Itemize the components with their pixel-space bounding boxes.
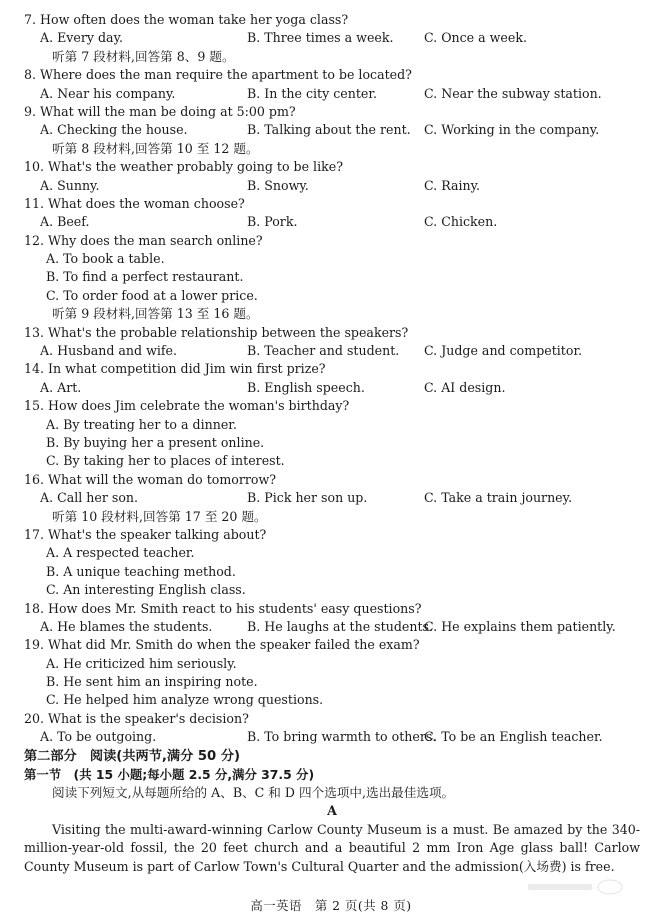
listening-instruction-9: 听第 9 段材料,回答第 13 至 16 题。 [52,306,259,322]
option-a: A. He criticized him seriously. [46,655,237,671]
question-13: 13. What's the probable relationship between the speakers? [24,324,409,340]
option-a: A. Call her son. [40,490,139,506]
option-b: B. In the city center. [247,85,378,101]
question-19: 19. What did Mr. Smith do when the speaker failed the exam? [24,637,420,653]
option-b: B. Talking about the rent. [247,122,411,138]
option-a: A. Beef. [40,214,90,230]
option-b: B. Three times a week. [247,30,394,46]
passage-paragraph: Visiting the multi-award-winning Carlow County Museum is a must. Be amazed by the 340-million-year-old fossil, the 20 feet church and a beautiful 2 mm Iron Age glass ball! Carlow County Museum is part of Carlow Town's Cultural Quarter and the admission(入场费) is free. [24,821,640,874]
question-7: 7. How often does the woman take her yoga class? [24,12,349,27]
option-a: A. Near his company. [40,85,176,101]
option-b: B. Pick her son up. [247,490,368,506]
question-18-options [24,618,640,636]
part-two-heading: 第二部分 阅读(共两节,满分 50 分) [24,748,241,764]
option-b: B. Teacher and student. [247,343,400,359]
option-a: A. To book a table. [46,251,165,267]
question-7-options [24,29,640,47]
option-c: C. Working in the company. [424,122,600,138]
question-18: 18. How does Mr. Smith react to his students' easy questions? [24,600,422,616]
reading-instruction: 阅读下列短文,从每题所给的 A、B、C 和 D 四个选项中,选出最佳选项。 [52,785,455,801]
exam-page [24,11,640,876]
option-a: A. Husband and wife. [40,343,178,359]
option-a: A. Checking the house. [40,122,188,138]
option-b: B. English speech. [247,379,365,395]
question-10-options [24,177,640,195]
option-a: A. He blames the students. [40,618,213,634]
option-c: C. By taking her to places of interest. [46,453,285,469]
listening-instruction-7: 听第 7 段材料,回答第 8、9 题。 [52,48,235,64]
question-20: 20. What is the speaker's decision? [24,710,249,726]
option-a: A. A respected teacher. [46,545,195,561]
option-c: C. Judge and competitor. [424,343,583,359]
option-b: B. Pork. [247,214,298,230]
option-a: A. To be outgoing. [40,729,157,745]
question-16-options [24,489,640,507]
option-c: C. AI design. [424,379,506,395]
passage-label: A [327,803,337,819]
question-11-options [24,213,640,231]
option-c: C. Near the subway station. [424,85,602,101]
question-20-options [24,728,640,746]
option-c: C. Take a train journey. [424,490,573,506]
option-b: B. He sent him an inspiring note. [46,674,258,690]
option-b: B. Snowy. [247,177,309,193]
option-c: C. He explains them patiently. [424,618,616,634]
question-11: 11. What does the woman choose? [24,195,245,211]
question-9-options [24,121,640,139]
option-a: A. Sunny. [40,177,100,193]
question-9: 9. What will the man be doing at 5:00 pm? [24,103,296,119]
question-14-options [24,379,640,397]
option-a: A. Every day. [40,30,124,46]
option-a: A. By treating her to a dinner. [46,416,237,432]
option-c: C. He helped him analyze wrong questions. [46,692,324,708]
question-12: 12. Why does the man search online? [24,232,263,248]
option-c: C. To order food at a lower price. [46,287,258,303]
watermark-logo [528,878,624,896]
option-b: B. A unique teaching method. [46,563,236,579]
option-b: B. By buying her a present online. [46,434,265,450]
option-c: C. Chicken. [424,214,498,230]
page-footer: 高一英语 第 2 页(共 8 页) [250,898,412,913]
question-8-options [24,85,640,103]
option-c: C. Once a week. [424,30,527,46]
question-8: 8. Where does the man require the apartment to be located? [24,67,412,83]
option-c: C. An interesting English class. [46,582,246,598]
option-b: B. He laughs at the students. [247,618,433,634]
question-14: 14. In what competition did Jim win first prize? [24,361,326,377]
listening-instruction-8: 听第 8 段材料,回答第 10 至 12 题。 [52,140,259,156]
question-10: 10. What's the weather probably going to be like? [24,159,343,175]
section-one-heading: 第一节 (共 15 小题;每小题 2.5 分,满分 37.5 分) [24,766,315,782]
question-16: 16. What will the woman do tomorrow? [24,471,277,487]
option-c: C. To be an English teacher. [424,729,603,745]
question-15: 15. How does Jim celebrate the woman's birthday? [24,398,350,414]
question-13-options [24,342,640,360]
option-b: B. To bring warmth to others. [247,729,437,745]
option-a: A. Art. [40,379,82,395]
listening-instruction-10: 听第 10 段材料,回答第 17 至 20 题。 [52,508,267,524]
option-c: C. Rainy. [424,177,481,193]
option-b: B. To find a perfect restaurant. [46,269,244,285]
question-17: 17. What's the speaker talking about? [24,526,267,542]
